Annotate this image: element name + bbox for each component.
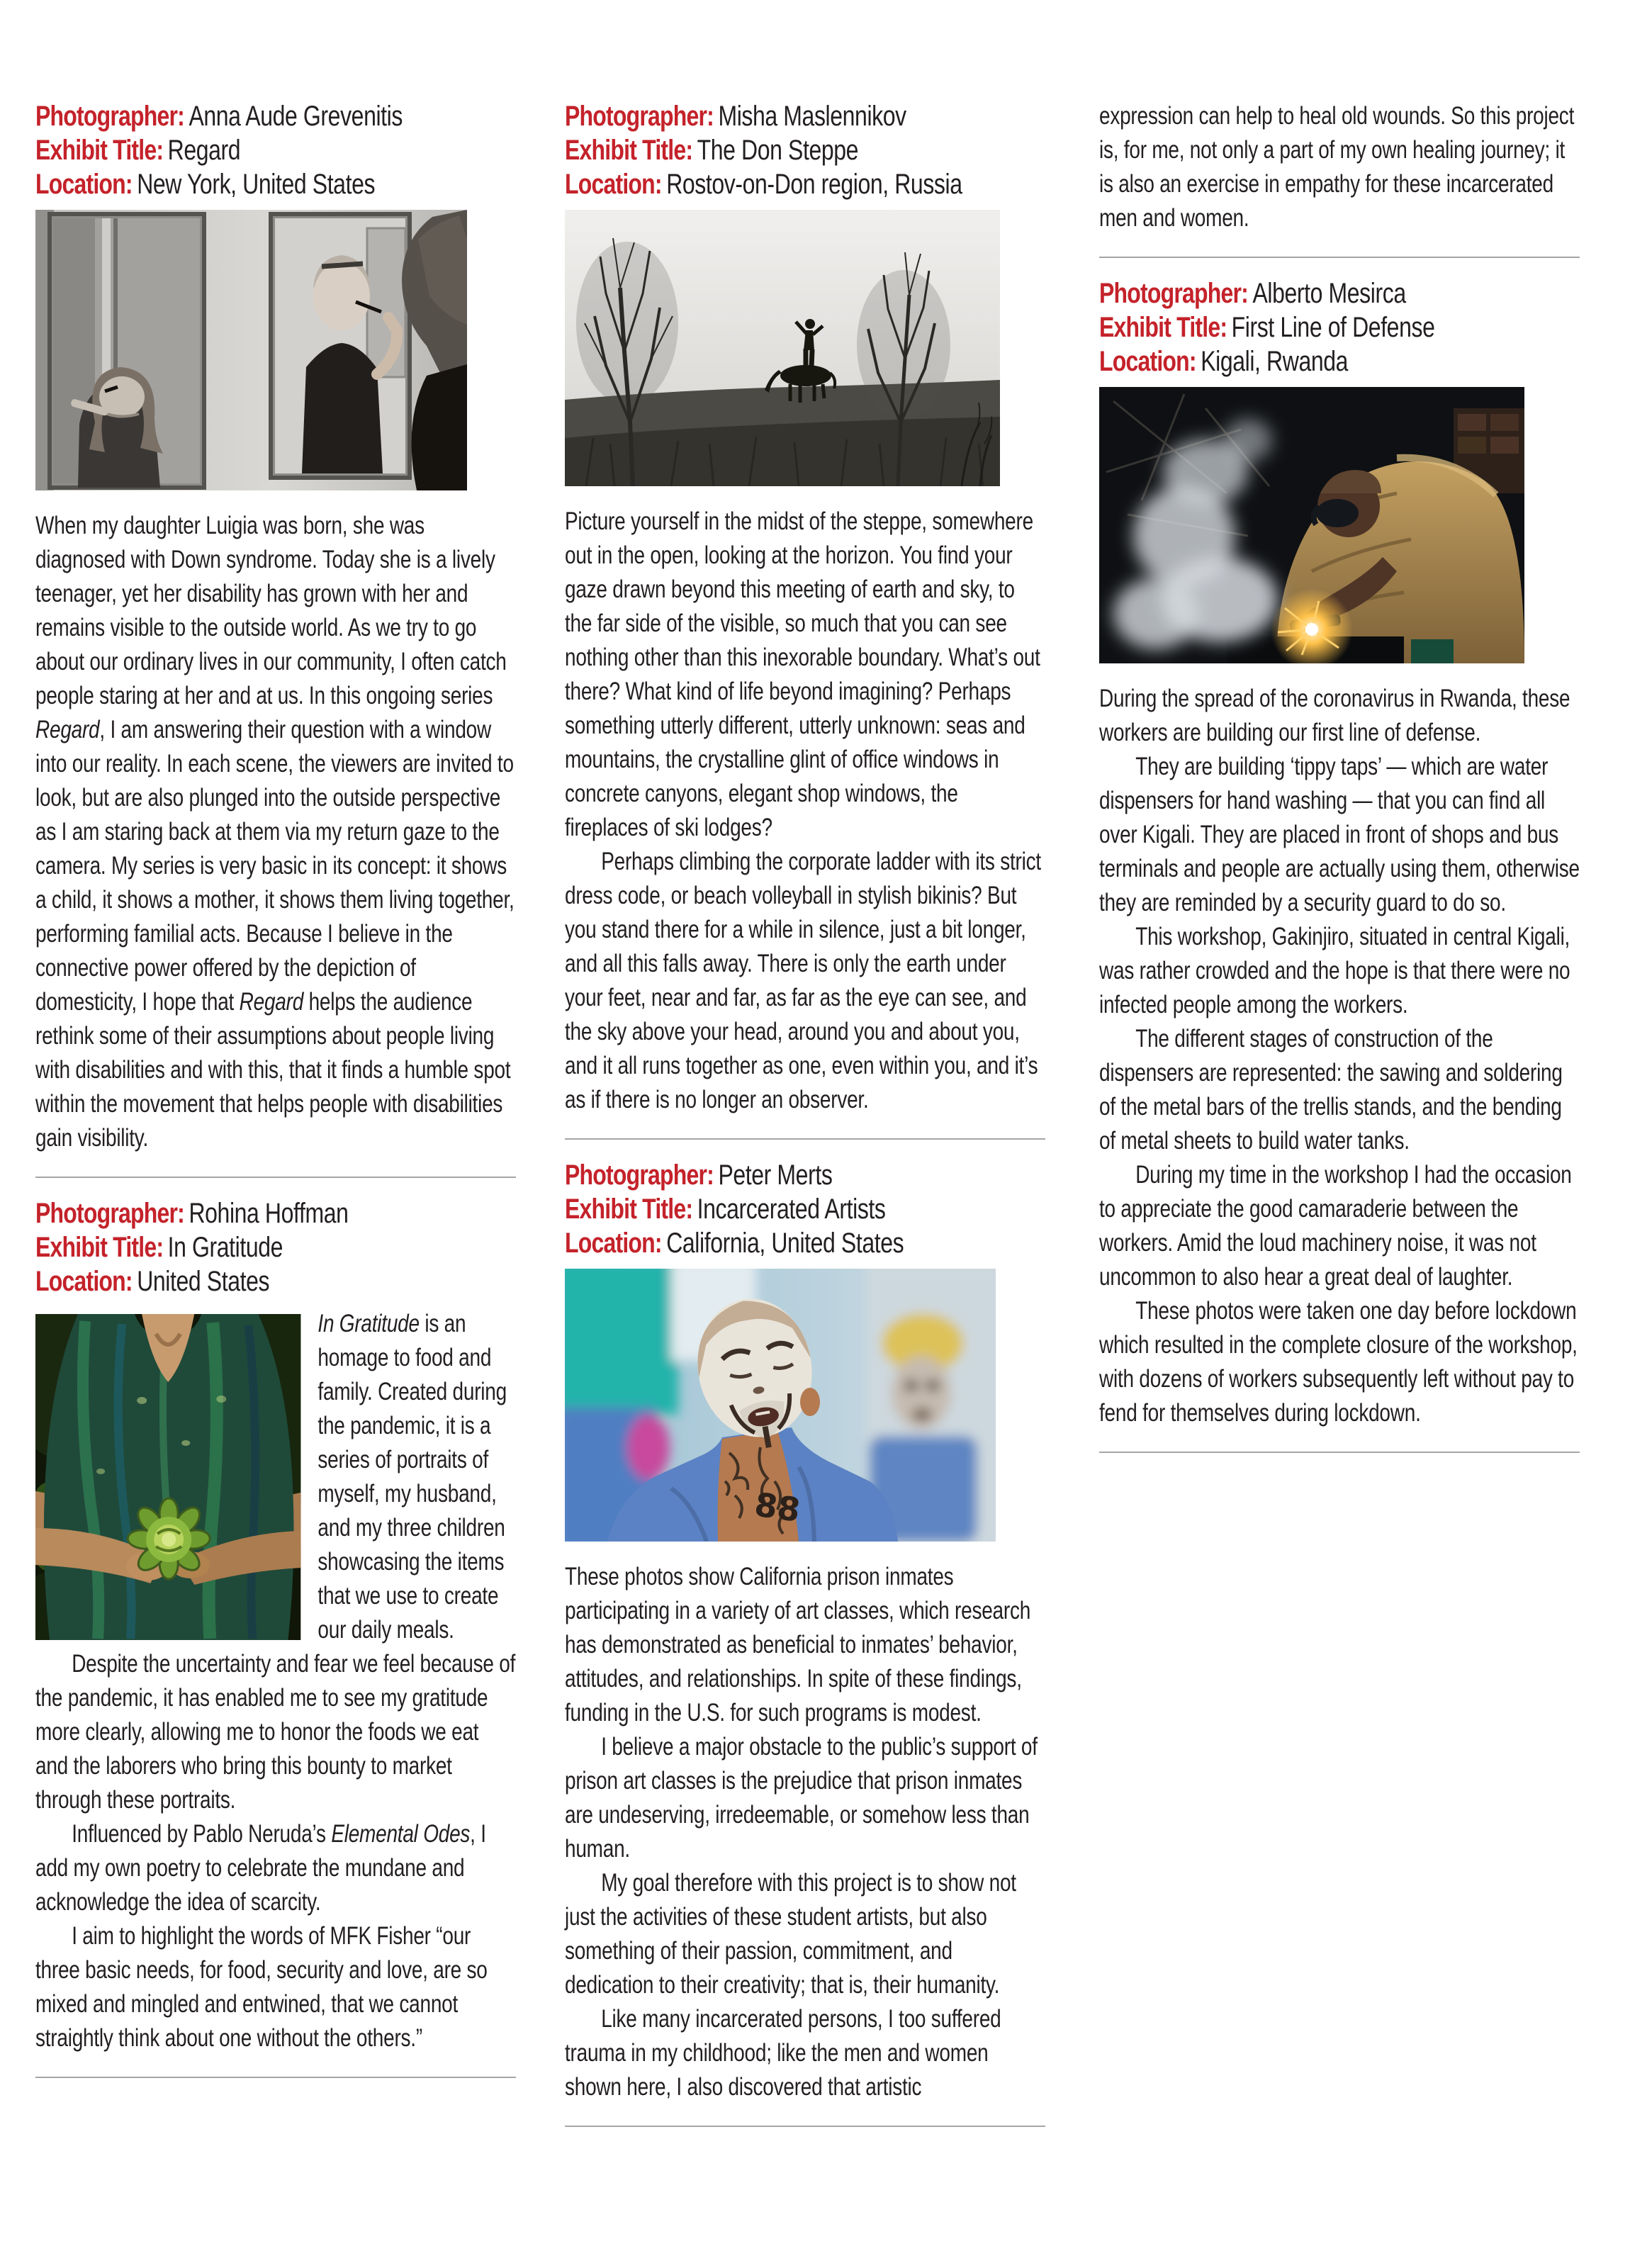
paragraph: The different stages of construction of the dispensers are represented: the sawing and soldering of the metal bars of the trellis stands, and the bending of metal sheets to build water tanks.	[1099, 1025, 1563, 1155]
photographer-label: Photographer:	[35, 101, 185, 132]
entry-merts	[565, 1158, 1045, 2104]
entry-body	[35, 1307, 516, 2055]
exhibit-label: Exhibit Title:	[1099, 312, 1227, 343]
tattoo-88: 88	[752, 1485, 803, 1529]
section-divider	[35, 2077, 516, 2078]
artichoke	[127, 1498, 210, 1579]
entry-body	[1099, 682, 1580, 1430]
entry-mesirca	[1099, 276, 1580, 1430]
entry-header	[35, 99, 516, 201]
photo-first-line-of-defense	[1099, 387, 1580, 663]
location-label: Location:	[35, 1266, 133, 1297]
exhibit-label: Exhibit Title:	[565, 135, 693, 166]
section-divider	[35, 1177, 516, 1178]
paragraph: When my daughter Luigia was born, she was diagnosed with Down syndrome. Today she is a lively teenager, yet her disability has grown with her and remains visible to the outside world. As we try to go about our ordinary lives in our community, I often catch people staring at her and at us. In this ongoing series Regard, I am answering their question with a window into our reality. In each scene, the viewers are invited to look, but are also plunged into the outside perspective as I am staring back at them via my return gaze to the camera. My series is very basic in its concept: it shows a child, it shows a mother, it shows them living together, performing familial acts. Because I believe in the connective power offered by the depiction of domesticity, I hope that Regard helps the audience rethink some of their assumptions about people living with disabilities and with this, that it finds a humble spot within the movement that helps people with disabilities gain visibility.	[35, 512, 515, 1152]
paragraph: I aim to highlight the words of MFK Fisher “our three basic needs, for food, security and love, are so mixed and mingled and entwined, that we cannot straightly think about one without the others.”	[35, 1922, 488, 2052]
section-divider	[565, 1138, 1045, 1140]
continuation-text	[1099, 99, 1580, 235]
location-value: California, United States	[666, 1228, 904, 1259]
exhibit-line	[565, 133, 1045, 167]
photographer-line	[35, 99, 516, 133]
section-divider	[1099, 257, 1580, 258]
paragraph: Picture yourself in the midst of the steppe, somewhere out in the open, looking at the horizon. You find your gaze drawn beyond this meeting of earth and sky, to the far side of the visible, so much that you can see nothing other than this inexorable boundary. What’s out there? What kind of life beyond imagining? Perhaps something utterly different, utterly unknown: seas and mountains, the crystalline glint of office windows in concrete canyons, elegant shop windows, the fireplaces of ski lodges?	[565, 507, 1040, 841]
location-value: United States	[137, 1266, 270, 1297]
paragraph: In Gratitude is an homage to food and family. Created during the pandemic, it is a series of portraits of myself, my husband, and my three children showcasing the items that we use to create our daily meals.	[317, 1310, 507, 1644]
location-value: Kigali, Rwanda	[1201, 346, 1349, 377]
paragraph: expression can help to heal old wounds. So this project is, for me, not only a part of my own healing journey; it is also an exercise in empathy for these incarcerated men and women.	[1099, 102, 1575, 232]
exhibit-title: In Gratitude	[167, 1232, 283, 1263]
paragraph: Perhaps climbing the corporate ladder with its strict dress code, or beach volleyball in stylish bikinis? But you stand there for a while in silence, just a bit longer, and all this falls away. There is only the earth under your feet, near and far, as far as the eye can see, and the sky above your head, around you and about you, and it all runs together as one, even within you, and it’s as if there is no longer an observer.	[565, 848, 1041, 1113]
photographer-label: Photographer:	[35, 1198, 185, 1229]
entry-grevenitis	[35, 99, 516, 1155]
section-divider	[1099, 1452, 1580, 1453]
paragraph: During the spread of the coronavirus in Rwanda, these workers are building our first line of defense.	[1099, 685, 1570, 746]
exhibit-title: Incarcerated Artists	[697, 1194, 886, 1225]
entry-body	[565, 505, 1045, 1117]
entry-hoffman	[35, 1196, 516, 2055]
paragraph: These photos show California prison inmates participating in a variety of art classes, which research has demonstrated as beneficial to inmates’ behavior, attitudes, and relationships. In spite of these findings, funding in the U.S. for such programs is modest.	[565, 1563, 1031, 1727]
paragraph: Despite the uncertainty and fear we feel because of the pandemic, it has enabled me to see my gratitude more clearly, allowing me to honor the foods we eat and the laborers who bring this bounty to market through these portraits.	[35, 1650, 516, 1814]
entry-body	[35, 509, 516, 1155]
paragraph: This workshop, Gakinjiro, situated in central Kigali, was rather crowded and the hope is that there were no infected people among the workers.	[1099, 923, 1570, 1018]
location-line	[565, 1226, 1045, 1260]
photographer-line	[1099, 276, 1580, 310]
column-1	[35, 99, 516, 2096]
location-label: Location:	[1099, 346, 1196, 377]
photo-regard-mirrors	[35, 210, 516, 490]
paragraph: Like many incarcerated persons, I too suffered trauma in my childhood; like the men and women shown here, I also discovered that artistic	[565, 2005, 1001, 2101]
paragraph: My goal therefore with this project is to show not just the activities of these student artists, but also something of their passion, commitment, and dedication to their creativity; that is, their humanity.	[565, 1869, 1016, 1999]
exhibit-title: Regard	[167, 135, 241, 166]
photographer-name: Rohina Hoffman	[189, 1198, 349, 1229]
entry-body	[565, 1560, 1045, 2104]
exhibit-line	[1099, 310, 1580, 344]
paragraph: During my time in the workshop I had the occasion to appreciate the good camaraderie between the workers. Amid the loud machinery noise, it was not uncommon to also hear a great deal of laughter.	[1099, 1161, 1572, 1291]
photographer-line	[565, 99, 1045, 133]
location-line	[35, 167, 516, 201]
entry-header	[565, 99, 1045, 201]
location-line	[1099, 344, 1580, 378]
photographer-line	[35, 1196, 516, 1230]
exhibit-line	[565, 1192, 1045, 1226]
column-2	[565, 99, 1045, 2145]
exhibit-label: Exhibit Title:	[35, 1232, 164, 1263]
exhibit-line	[35, 1230, 516, 1264]
photographer-name: Misha Maslennikov	[718, 101, 906, 132]
paragraph: Influenced by Pablo Neruda’s Elemental Odes, I add my own poetry to celebrate the mundane and acknowledge the idea of scarcity.	[35, 1820, 486, 1916]
photographer-label: Photographer:	[565, 1160, 714, 1191]
entry-header	[565, 1158, 1045, 1260]
photographer-name: Alberto Mesirca	[1252, 278, 1406, 309]
photographer-name: Peter Merts	[718, 1160, 833, 1191]
location-label: Location:	[565, 169, 662, 200]
location-label: Location:	[565, 1228, 662, 1259]
paragraph: They are building ‘tippy taps’ — which are water dispensers for hand washing — that you can find all over Kigali. They are placed in front of shops and bus terminals and people are actually using them, otherwise they are reminded by a security guard to do so.	[1099, 753, 1580, 916]
exhibit-title: The Don Steppe	[697, 135, 859, 166]
entry-header	[1099, 276, 1580, 378]
exhibit-line	[35, 133, 516, 167]
left-mirror	[50, 214, 204, 488]
photographer-line	[565, 1158, 1045, 1192]
location-label: Location:	[35, 169, 133, 200]
photo-don-steppe	[565, 210, 1045, 486]
photographer-name: Anna Aude Grevenitis	[189, 101, 403, 132]
entry-header	[35, 1196, 516, 1298]
entry-maslennikov	[565, 99, 1045, 1117]
photo-incarcerated-artists	[565, 1269, 1045, 1542]
column-3	[1099, 99, 1580, 1471]
paragraph: These photos were taken one day before lockdown which resulted in the complete closure of the workshop, with dozens of workers subsequently left without pay to fend for themselves during lockdown.	[1099, 1297, 1578, 1427]
location-value: New York, United States	[137, 169, 376, 200]
exhibit-label: Exhibit Title:	[35, 135, 164, 166]
location-line	[565, 167, 1045, 201]
location-line	[35, 1264, 516, 1298]
location-value: Rostov-on-Don region, Russia	[666, 169, 962, 200]
section-divider	[565, 2126, 1045, 2127]
photographer-label: Photographer:	[1099, 278, 1249, 309]
exhibit-label: Exhibit Title:	[565, 1194, 693, 1225]
exhibit-title: First Line of Defense	[1231, 312, 1435, 343]
photographer-label: Photographer:	[565, 101, 714, 132]
right-mirror	[271, 214, 410, 478]
photo-in-gratitude-artichoke	[35, 1314, 300, 1640]
paragraph: I believe a major obstacle to the public’s support of prison art classes is the prejudice that prison inmates are undeserving, irredeemable, or somehow less than human.	[565, 1733, 1038, 1863]
